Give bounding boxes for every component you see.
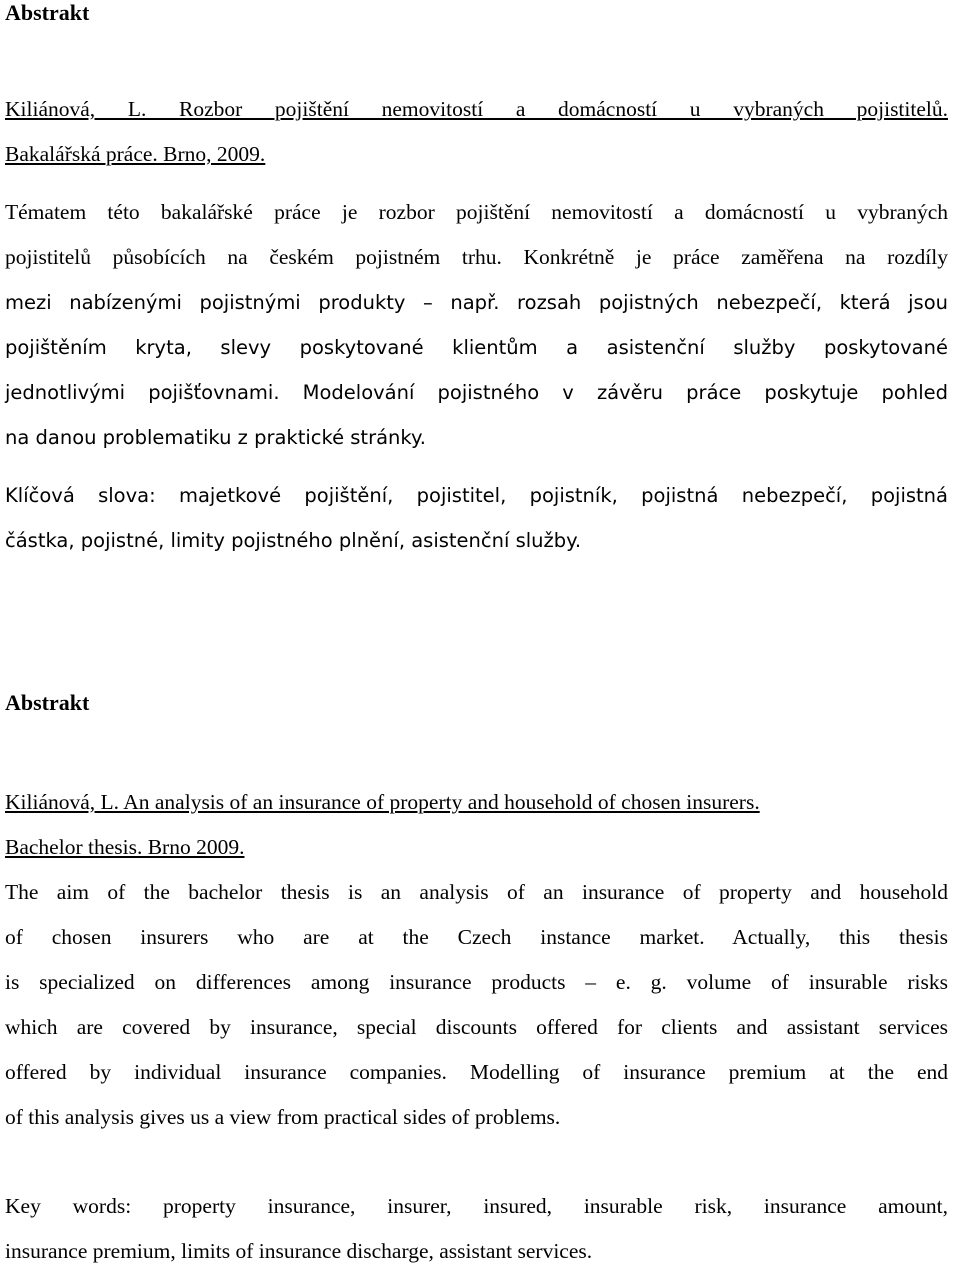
english-abstract-line-6: of this analysis gives us a view from practical sides of problems.	[5, 1105, 561, 1129]
czech-abstract-line-2: pojistitelů působících na českém pojistném trhu. Konkrétně je práce zaměřena na rozdíly	[5, 245, 948, 269]
czech-abstract-line-6: na danou problematiku z praktické stránky.	[5, 426, 426, 449]
english-citation-line-1: Kiliánová, L. An analysis of an insurance of property and household of chosen insurers.	[5, 790, 760, 814]
english-keywords-line-2: insurance premium, limits of insurance discharge, assistant services.	[5, 1239, 593, 1263]
czech-abstract-line-4: pojištěním kryta, slevy poskytované klientům a asistenční služby poskytované	[5, 336, 948, 359]
english-abstract-line-2: of chosen insurers who are at the Czech instance market. Actually, this thesis	[5, 925, 948, 949]
english-heading: Abstrakt	[5, 690, 90, 715]
czech-abstract-line-5: jednotlivými pojišťovnami. Modelování pojistného v závěru práce poskytuje pohled	[5, 381, 948, 404]
czech-abstract-line-1: Tématem této bakalářské práce je rozbor pojištění nemovitostí a domácností u vybraných	[5, 200, 948, 224]
english-abstract-line-5: offered by individual insurance companies. Modelling of insurance premium at the end	[5, 1060, 948, 1084]
czech-citation-line-1: Kiliánová, L. Rozbor pojištění nemovitostí a domácností u vybraných pojistitelů.	[5, 97, 948, 121]
czech-keywords-line-2: částka, pojistné, limity pojistného plnění, asistenční služby.	[5, 529, 582, 552]
english-abstract-line-1: The aim of the bachelor thesis is an analysis of an insurance of property and household	[5, 880, 948, 904]
english-citation-line-2: Bachelor thesis. Brno 2009.	[5, 835, 245, 859]
english-abstract-line-4: which are covered by insurance, special discounts offered for clients and assistant services	[5, 1015, 948, 1039]
czech-citation-line-2: Bakalářská práce. Brno, 2009.	[5, 142, 266, 166]
english-keywords-line-1: Key words: property insurance, insurer, insured, insurable risk, insurance amount,	[5, 1194, 948, 1218]
czech-abstract-line-3: mezi nabízenými pojistnými produkty – např. rozsah pojistných nebezpečí, která jsou	[5, 291, 948, 314]
czech-keywords-line-1: Klíčová slova: majetkové pojištění, pojistitel, pojistník, pojistná nebezpečí, pojistná	[5, 484, 948, 507]
english-abstract-line-3: is specialized on differences among insurance products – e. g. volume of insurable risks	[5, 970, 948, 994]
czech-heading: Abstrakt	[5, 0, 90, 25]
